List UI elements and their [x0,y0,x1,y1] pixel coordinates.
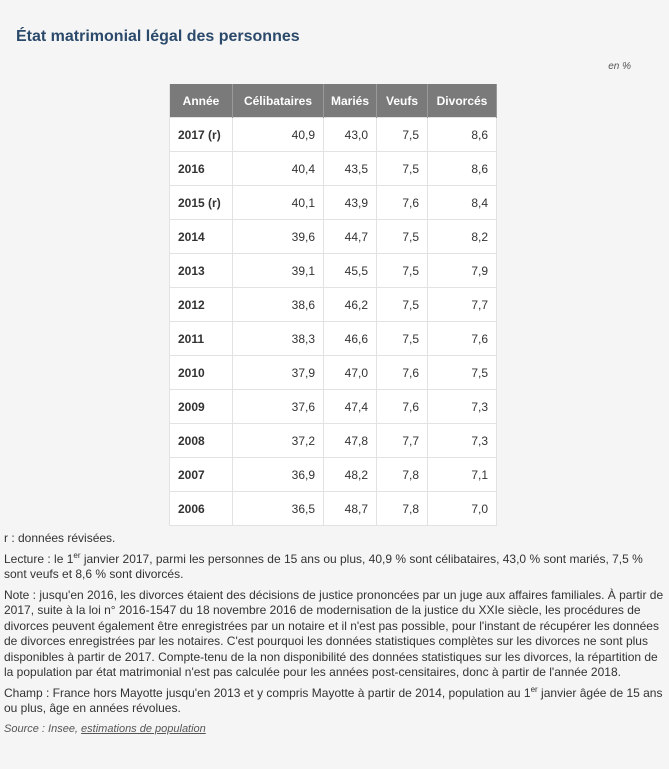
table-row [170,356,497,390]
single-cell: 38,6 [233,288,324,322]
single-cell: 40,1 [233,186,324,220]
married-cell: 43,5 [324,152,377,186]
married-cell: 47,4 [324,390,377,424]
widowed-cell: 7,7 [377,424,428,458]
divorced-cell: 7,3 [428,424,497,458]
lecture-superscript: er [73,550,81,560]
widowed-cell: 7,5 [377,288,428,322]
divorced-cell: 7,3 [428,390,497,424]
divorced-cell: 8,2 [428,220,497,254]
widowed-cell: 7,5 [377,220,428,254]
divorced-cell: 8,4 [428,186,497,220]
lecture-note [4,552,664,583]
table-row [170,254,497,288]
table-body [170,118,497,526]
table-row [170,390,497,424]
married-cell: 44,7 [324,220,377,254]
married-cell: 46,2 [324,288,377,322]
source-prefix: Source : Insee, [4,722,82,735]
table-header-row [170,84,497,118]
column-header-year: Année [170,84,233,118]
scope-superscript: er [530,684,538,694]
single-cell: 37,6 [233,390,324,424]
table-row [170,186,497,220]
column-header-widowed: Veufs [377,84,428,118]
married-cell: 48,7 [324,492,377,526]
source-line [4,722,664,738]
column-header-married: Mariés [324,84,377,118]
year-cell: 2007 [170,458,233,492]
table-row [170,220,497,254]
year-cell: 2014 [170,220,233,254]
year-cell: 2010 [170,356,233,390]
year-cell: 2017 (r) [170,118,233,152]
married-cell: 45,5 [324,254,377,288]
single-cell: 39,1 [233,254,324,288]
divorced-cell: 7,1 [428,458,497,492]
single-cell: 37,9 [233,356,324,390]
single-cell: 40,9 [233,118,324,152]
source-link[interactable]: estimations de population [81,722,206,735]
divorced-cell: 7,9 [428,254,497,288]
single-cell: 38,3 [233,322,324,356]
divorced-cell: 7,6 [428,322,497,356]
married-cell: 46,6 [324,322,377,356]
married-cell: 48,2 [324,458,377,492]
table-row [170,118,497,152]
married-cell: 43,9 [324,186,377,220]
widowed-cell: 7,5 [377,118,428,152]
single-cell: 37,2 [233,424,324,458]
married-cell: 43,0 [324,118,377,152]
table-notes [4,531,664,737]
scope-text-end: janvier âgée de 15 ans ou plus, âge en années révolues. [4,685,663,715]
year-cell: 2006 [170,492,233,526]
widowed-cell: 7,5 [377,152,428,186]
married-cell: 47,8 [324,424,377,458]
table-row [170,424,497,458]
year-cell: 2012 [170,288,233,322]
table-row [170,458,497,492]
divorced-cell: 7,5 [428,356,497,390]
widowed-cell: 7,6 [377,356,428,390]
year-cell: 2016 [170,152,233,186]
table-row [170,152,497,186]
divorced-cell: 7,7 [428,288,497,322]
table-row [170,288,497,322]
widowed-cell: 7,8 [377,492,428,526]
single-cell: 36,5 [233,492,324,526]
divorced-cell: 8,6 [428,118,497,152]
divorced-cell: 8,6 [428,152,497,186]
widowed-cell: 7,6 [377,390,428,424]
page-title: État matrimonial légal des personnes [16,28,300,45]
revised-note: r : données révisées. [4,531,116,545]
single-cell: 40,4 [233,152,324,186]
year-cell: 2013 [170,254,233,288]
table-row [170,492,497,526]
methodology-note: Note : jusqu'en 2016, les divorces étaient des décisions de justice prononcées par un juge aux affaires familiales. À partir de 2017, suite à la loi n° 2016-1547 du 18 novembre 2016 de modernisation de la justice du XXIe siècle, les procédures de divorces peuvent également être enregistrées par un notaire et il n'est pas possible, pour l'instant de récupérer les données de divorces enregistrées par les notaires. C'est pourquoi les données statistiques complètes sur les divorces ne sont plus disponibles à partir de 2017. Compte-tenu de la non disponibilité des données statistiques sur les divorces, la répartition de la population par état matrimonial n'est pas calculée pour les années post-censitaires, donc à partir de l'année 2018. [4,587,664,679]
single-cell: 39,6 [233,220,324,254]
scope-note [4,686,664,717]
year-cell: 2015 (r) [170,186,233,220]
year-cell: 2011 [170,322,233,356]
single-cell: 36,9 [233,458,324,492]
marital-status-table [169,84,497,526]
divorced-cell: 7,0 [428,492,497,526]
column-header-single: Célibataires [233,84,324,118]
lecture-text: Lecture : le 1 [4,551,74,566]
unit-label: en % [608,61,631,72]
widowed-cell: 7,5 [377,322,428,356]
scope-text: Champ : France hors Mayotte jusqu'en 2013 et y compris Mayotte à partir de 2014, population au 1 [4,685,531,700]
widowed-cell: 7,6 [377,186,428,220]
year-cell: 2008 [170,424,233,458]
year-cell: 2009 [170,390,233,424]
column-header-divorced: Divorcés [428,84,497,118]
widowed-cell: 7,5 [377,254,428,288]
married-cell: 47,0 [324,356,377,390]
widowed-cell: 7,8 [377,458,428,492]
lecture-text-end: janvier 2017, parmi les personnes de 15 ans ou plus, 40,9 % sont célibataires, 43,0 % sont mariés, 7,5 % sont veufs et 8,6 % sont divorcés. [4,551,643,581]
table-row [170,322,497,356]
